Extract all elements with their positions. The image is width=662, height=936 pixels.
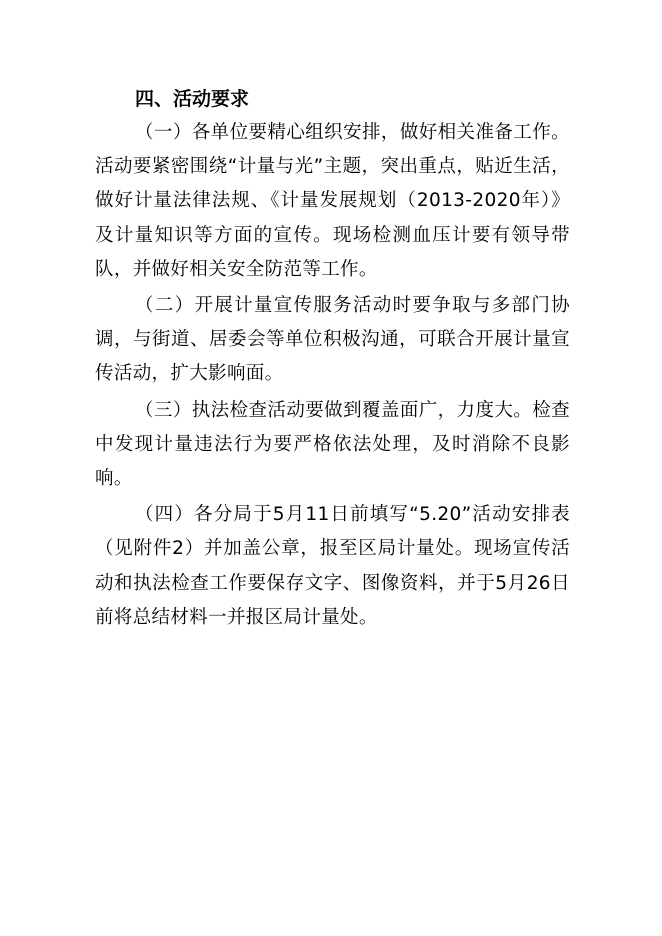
paragraph-1: （一）各单位要精心组织安排，做好相关准备工作。活动要紧密围绕“计量与光”主题，突出重点，贴近生活，做好计量法律法规、《计量发展规划（2013-2020年）》及计量知识等方面的宣传。现场检测血压计要有领导带队，并做好相关安全防范等工作。	[95, 122, 570, 280]
paragraph-4: （四）各分局于5月11日前填写“5.20”活动安排表（见附件2）并加盖公章，报至区局计量处。现场宣传活动和执法检查工作要保存文字、图像资料，并于5月26日前将总结材料一并报区局计量处。	[95, 504, 570, 628]
paragraph-3: （三）执法检查活动要做到覆盖面广，力度大。检查中发现计量违法行为要严格依法处理，及时消除不良影响。	[95, 399, 570, 490]
document-body	[95, 84, 570, 635]
section-heading: 四、活动要求	[135, 88, 250, 110]
paragraph-2: （二）开展计量宣传服务活动时要争取与多部门协调，与街道、居委会等单位积极沟通，可联合开展计量宣传活动，扩大影响面。	[95, 295, 570, 385]
